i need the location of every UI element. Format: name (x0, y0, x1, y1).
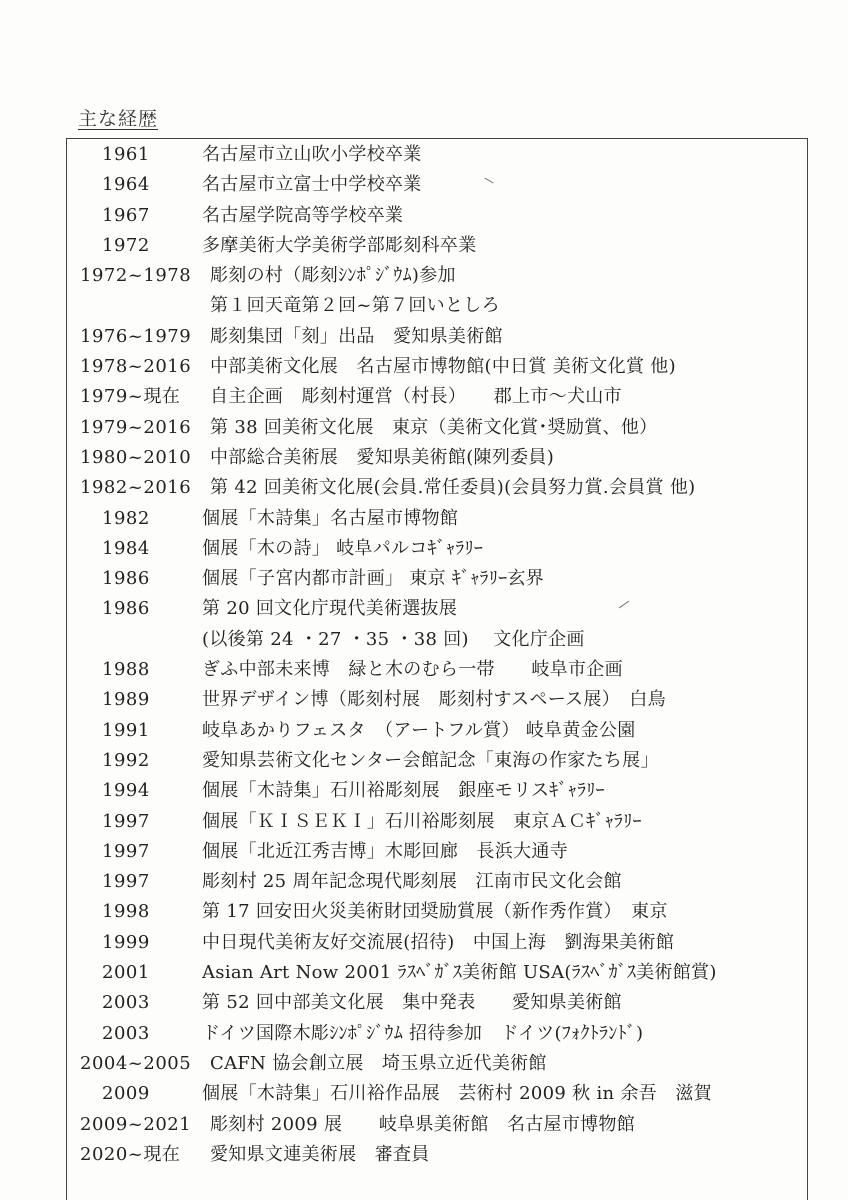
career-entry (0, 261, 848, 291)
career-entry (0, 291, 848, 321)
entry-description: 個展「木の詩」 岐阜パルコｷﾞｬﾗﾘｰ (202, 537, 484, 559)
entry-year: 1978~2016 (80, 356, 192, 378)
career-entry (0, 443, 848, 473)
entry-year: 1967 (102, 204, 150, 226)
career-entry (0, 322, 848, 352)
entry-year: 1997 (102, 810, 150, 832)
career-entry (0, 1019, 848, 1049)
entry-description: 中部総合美術展 愛知県美術館(陳列委員) (210, 446, 555, 468)
entry-year: 1982 (102, 507, 150, 529)
entry-year: 1998 (102, 901, 150, 923)
page-title: 主な経歴 (78, 108, 159, 130)
career-entry (0, 504, 848, 534)
entry-description: 個展「北近江秀吉博」木彫回廊 長浜大通寺 (202, 840, 568, 862)
entry-description: 個展「ＫＩＳＥＫＩ」石川裕彫刻展 東京ＡＣｷﾞｬﾗﾘｰ (202, 810, 642, 832)
career-entry (0, 807, 848, 837)
career-entry (0, 1110, 848, 1140)
career-entry (0, 1140, 848, 1170)
entry-description: 個展「木詩集」石川裕彫刻展 銀座モリスｷﾞｬﾗﾘｰ (202, 780, 605, 802)
career-entry (0, 625, 848, 655)
career-entry (0, 231, 848, 261)
career-entry (0, 534, 848, 564)
entry-year: 1991 (102, 719, 150, 741)
career-entry (0, 352, 848, 382)
entry-description: 第 42 回美術文化展(会員.常任委員)(会員努力賞.会員賞 他) (210, 477, 696, 499)
entry-year: 1997 (102, 871, 150, 893)
career-entry (0, 170, 848, 200)
entry-year: 1984 (102, 537, 150, 559)
entry-description: 多摩美術大学美術学部彫刻科卒業 (202, 234, 477, 256)
entry-year: 1979~2016 (80, 416, 192, 438)
entry-description: (以後第 24 ・27 ・35 ・38 回) 文化庁企画 (202, 628, 585, 650)
entry-description: ドイツ国際木彫ｼﾝﾎﾟｼﾞｳﾑ 招待参加 ドイツ(ﾌｫｸﾄﾗﾝﾄﾞ) (202, 1022, 644, 1044)
career-entry (0, 988, 848, 1018)
entry-description: 名古屋市立山吹小学校卒業 (202, 144, 422, 165)
entry-year: 1961 (102, 144, 150, 165)
entry-year: 2009 (102, 1083, 150, 1105)
career-entry (0, 685, 848, 715)
career-entry (0, 564, 848, 594)
entry-description: Asian Art Now 2001 ﾗｽﾍﾞｶﾞｽ美術館 USA(ﾗｽﾍﾞｶﾞｽ美術館賞) (202, 962, 717, 984)
entry-description: 個展「木詩集」名古屋市博物館 (202, 507, 459, 529)
entry-description: 岐阜あかりフェスタ （アートフル賞） 岐阜黄金公園 (202, 719, 636, 741)
entry-description: 世界デザイン博（彫刻村展 彫刻村すスペース展） 白鳥 (202, 689, 666, 711)
career-entry (0, 716, 848, 746)
career-entry (0, 594, 848, 624)
entry-description: 第 38 回美術文化展 東京（美術文化賞･奨励賞、他） (210, 416, 658, 438)
entry-description: 彫刻集団「刻」出品 愛知県美術館 (210, 325, 503, 347)
career-entry (0, 1049, 848, 1079)
entry-year: 2009~2021 (80, 1113, 192, 1135)
entry-year: 2020~現在 (80, 1143, 181, 1165)
entry-description: 中部美術文化展 名古屋市博物館(中日賞 美術文化賞 他) (210, 356, 676, 378)
career-entry (0, 928, 848, 958)
entry-description: CAFN 協会創立展 埼玉県立近代美術館 (210, 1052, 547, 1074)
entry-year: 2003 (102, 1022, 150, 1044)
entry-year: 1979~現在 (80, 386, 181, 408)
career-entry (0, 201, 848, 231)
career-entry (0, 867, 848, 897)
entry-year: 1972 (102, 234, 150, 256)
entry-description: 彫刻村 25 周年記念現代彫刻展 江南市民文化会館 (202, 871, 622, 893)
career-entry (0, 958, 848, 988)
entry-year: 1992 (102, 749, 150, 771)
entry-description: 愛知県芸術文化センター会館記念「東海の作家たち展」 (202, 749, 659, 771)
career-entry (0, 473, 848, 503)
entry-year: 2004~2005 (80, 1052, 192, 1074)
entry-year: 1999 (102, 931, 150, 953)
entry-year: 1980~2010 (80, 446, 192, 468)
entry-year: 1986 (102, 568, 150, 590)
entry-description: 名古屋学院高等学校卒業 (202, 204, 404, 226)
career-entry (0, 382, 848, 412)
entry-year: 1988 (102, 659, 150, 681)
entry-year: 1989 (102, 689, 150, 711)
entry-year: 1976~1979 (80, 325, 192, 347)
entry-description: 第１回天竜第２回~第７回いとしろ (210, 295, 500, 317)
entry-year: 1994 (102, 780, 150, 802)
entry-description: 中日現代美術友好交流展(招待) 中国上海 劉海果美術館 (202, 931, 675, 953)
career-entry (0, 897, 848, 927)
career-entry (0, 746, 848, 776)
entry-year: 1982~2016 (80, 477, 192, 499)
entry-description: 名古屋市立富士中学校卒業 (202, 174, 422, 196)
career-entry (0, 776, 848, 806)
entry-description: 彫刻の村（彫刻ｼﾝﾎﾟｼﾞｳﾑ)参加 (210, 265, 456, 287)
entry-description: 第 17 回安田火災美術財団奨励賞展（新作秀作賞） 東京 (202, 901, 668, 923)
entry-year: 1997 (102, 840, 150, 862)
career-entry (0, 413, 848, 443)
entry-year: 1986 (102, 598, 150, 620)
entry-year: 1964 (102, 174, 150, 196)
entry-description: 自主企画 彫刻村運営（村長） 郡上市～犬山市 (210, 386, 622, 408)
entry-description: 個展「木詩集」石川裕作品展 芸術村 2009 秋 in 余吾 滋賀 (202, 1083, 712, 1105)
entry-year: 2001 (102, 962, 150, 984)
career-list (0, 140, 848, 1170)
career-entry (0, 140, 848, 170)
entry-year: 1972~1978 (80, 265, 192, 287)
entry-description: 第 52 回中部美文化展 集中発表 愛知県美術館 (202, 992, 622, 1014)
entry-description: 第 20 回文化庁現代美術選抜展 (202, 598, 458, 620)
entry-description: ぎふ中部未来博 緑と木のむら一帯 岐阜市企画 (202, 659, 623, 681)
entry-description: 愛知県文連美術展 審査員 (210, 1143, 430, 1165)
career-entry (0, 655, 848, 685)
entry-description: 個展「子宮内都市計画」 東京 ｷﾞｬﾗﾘｰ玄界 (202, 568, 545, 590)
career-entry (0, 837, 848, 867)
entry-description: 彫刻村 2009 展 岐阜県美術館 名古屋市博物館 (210, 1113, 636, 1135)
career-entry (0, 1079, 848, 1109)
entry-year: 2003 (102, 992, 150, 1014)
